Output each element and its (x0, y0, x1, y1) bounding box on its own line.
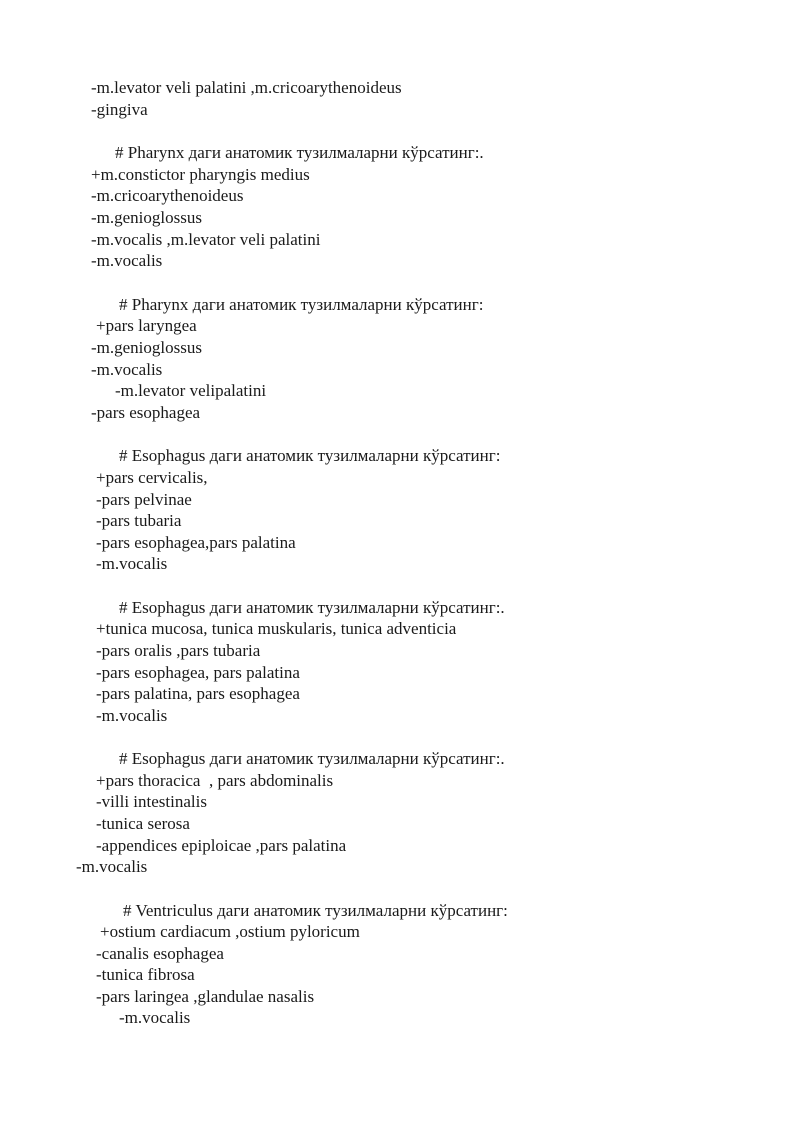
question-heading: # Esophagus даги анатомик тузилмаларни кўрсатинг: (119, 446, 501, 465)
answer-line: -m.cricoarythenoideus (91, 186, 244, 205)
question-heading: # Pharynx даги анатомик тузилмаларни кўрсатинг:. (115, 143, 484, 162)
answer-line: -pars pelvinae (96, 490, 192, 509)
question-heading: # Ventriculus даги анатомик тузилмаларни кўрсатинг: (123, 901, 508, 920)
answer-line: -pars esophagea, pars palatina (96, 663, 300, 682)
answer-line: -m.vocalis (91, 360, 163, 379)
answer-line: -m.vocalis ,m.levator veli palatini (91, 230, 321, 249)
answer-line: -villi intestinalis (96, 792, 207, 811)
answer-line: -m.genioglossus (91, 208, 202, 227)
answer-line: -canalis esophagea (96, 944, 224, 963)
correct-answer-line: +pars cervicalis, (96, 468, 208, 487)
question-heading: # Pharynx даги анатомик тузилмаларни кўрсатинг: (119, 295, 484, 314)
answer-line: -m.levator velipalatini (115, 381, 267, 400)
answer-line: -pars esophagea,pars palatina (96, 533, 296, 552)
answer-line: -pars tubaria (96, 511, 182, 530)
correct-answer-line: +pars laryngea (96, 316, 197, 335)
answer-line: -tunica serosa (96, 814, 190, 833)
question-heading: # Esophagus даги анатомик тузилмаларни кўрсатинг:. (119, 749, 505, 768)
answer-line: -appendices epiploicae ,pars palatina (96, 836, 347, 855)
answer-line: -m.vocalis (96, 706, 168, 725)
answer-line: -m.vocalis (119, 1008, 191, 1027)
answer-line: -m.genioglossus (91, 338, 202, 357)
answer-line: -pars palatina, pars esophagea (96, 684, 300, 703)
answer-line: -m.levator veli palatini ,m.cricoarythenoideus (91, 78, 402, 97)
answer-line: -m.vocalis (96, 554, 168, 573)
correct-answer-line: +m.constictor pharyngis medius (91, 165, 310, 184)
correct-answer-line: +tunica mucosa, tunica muskularis, tunica adventicia (96, 619, 457, 638)
answer-line: -pars laringea ,glandulae nasalis (96, 987, 315, 1006)
correct-answer-line: +pars thoracica , pars abdominalis (96, 771, 334, 790)
answer-line: -pars esophagea (91, 403, 201, 422)
answer-line: -pars oralis ,pars tubaria (96, 641, 261, 660)
answer-line: -gingiva (91, 100, 148, 119)
question-heading: # Esophagus даги анатомик тузилмаларни кўрсатинг:. (119, 598, 505, 617)
answer-line: -m.vocalis (76, 857, 148, 876)
answer-line: -tunica fibrosa (96, 965, 195, 984)
answer-line: -m.vocalis (91, 251, 163, 270)
correct-answer-line: +ostium cardiacum ,ostium pyloricum (100, 922, 360, 941)
